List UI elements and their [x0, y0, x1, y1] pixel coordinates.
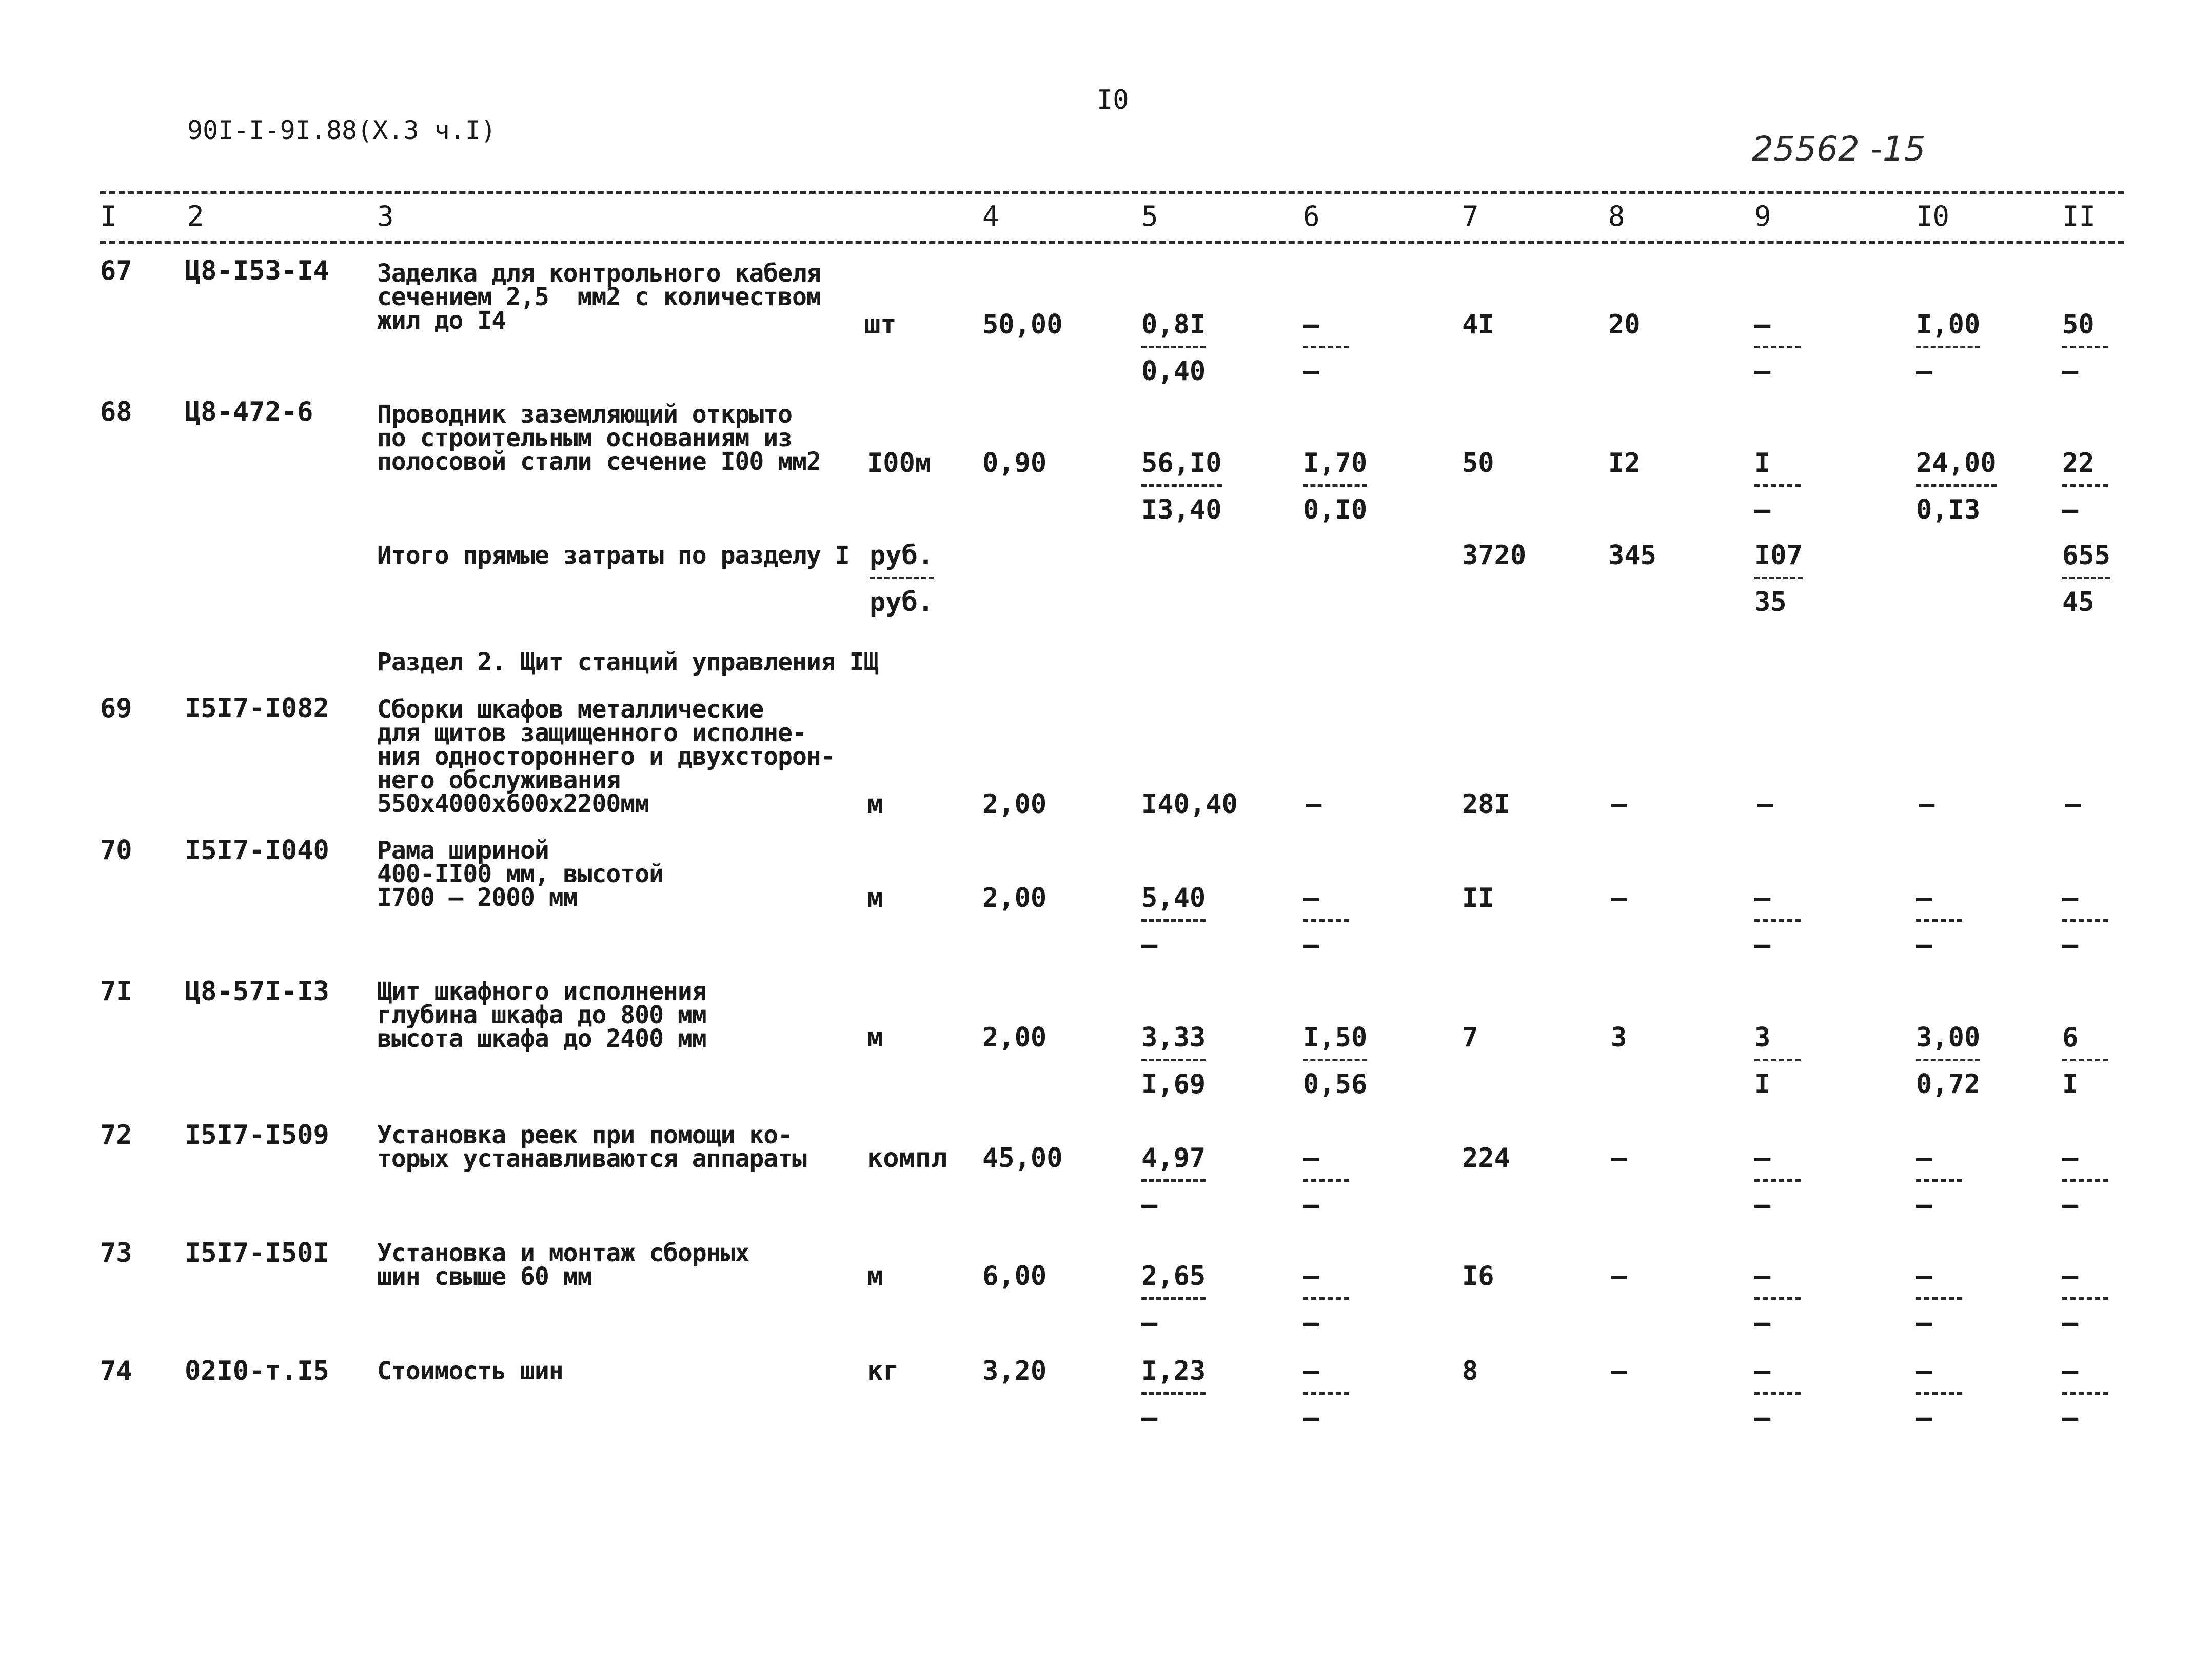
labour-fraction — [1916, 309, 1981, 387]
fraction-bar — [1916, 346, 1980, 348]
machine-cost-fraction — [1303, 448, 1368, 525]
fraction-bar — [1303, 1297, 1349, 1300]
denominator: – — [1916, 1189, 1932, 1220]
unit: м — [867, 789, 883, 820]
subtotal-machine-wages-fraction — [1754, 540, 1803, 618]
labour-fraction — [1916, 1143, 1962, 1220]
unit-cost-fraction — [1141, 448, 1222, 525]
numerator: – — [1303, 1261, 1319, 1292]
machine-cost-fraction — [1303, 1261, 1349, 1338]
machine-wages-fraction — [1754, 1143, 1801, 1220]
denominator: 0,56 — [1303, 1069, 1368, 1100]
rate-code: I5I7-I509 — [185, 1120, 329, 1151]
denominator: – — [1303, 929, 1319, 960]
quantity: 2,00 — [982, 883, 1047, 914]
numerator: 24,00 — [1916, 448, 1997, 479]
denominator: – — [1754, 929, 1771, 960]
work-description: Стоимость шин — [377, 1357, 563, 1385]
work-description: Установка реек при помощи ко- торых устанавливаются аппараты — [377, 1121, 806, 1173]
denominator: I3,40 — [1141, 494, 1222, 525]
fraction-bar — [870, 577, 934, 579]
total-cost: I6 — [1462, 1261, 1494, 1292]
work-description: Проводник заземляющий открыто по строительным основаниям из полосовой стали сечение I00 мм2 — [377, 400, 821, 476]
fraction-bar — [1916, 1179, 1962, 1182]
wages: – — [1611, 789, 1627, 820]
unit-cost-fraction — [1141, 883, 1206, 960]
fraction-bar — [1303, 346, 1349, 348]
denominator: – — [1754, 1189, 1771, 1220]
machine-cost: – — [1306, 789, 1322, 820]
quantity: 0,90 — [982, 448, 1047, 479]
denominator: 0,I3 — [1916, 494, 1981, 525]
numerator: 5,40 — [1141, 883, 1206, 914]
wages: 3 — [1611, 1022, 1627, 1053]
fraction-bar — [1303, 1059, 1367, 1061]
total-labour-fraction — [2062, 1356, 2108, 1433]
numerator: – — [2062, 883, 2079, 914]
numerator: руб. — [870, 540, 934, 571]
numerator: I,70 — [1303, 448, 1368, 479]
column-header-6: 6 — [1303, 200, 1320, 232]
numerator: 3,33 — [1141, 1022, 1206, 1053]
fraction-bar — [2062, 1392, 2108, 1395]
denominator: 35 — [1754, 587, 1787, 618]
total-labour: – — [2065, 789, 2081, 820]
fraction-bar — [1754, 919, 1801, 922]
denominator: – — [2062, 929, 2079, 960]
denominator: – — [1754, 1402, 1771, 1433]
rate-code: I5I7-I50I — [185, 1238, 329, 1268]
numerator: 56,I0 — [1141, 448, 1222, 479]
subtotal-total-cost: 3720 — [1462, 540, 1527, 571]
denominator: – — [2062, 494, 2079, 525]
machine-wages: – — [1757, 789, 1773, 820]
work-description: Сборки шкафов металлические для щитов защищенного исполне- ния одностороннего и двухсторон- него обслуживания 550х4000х600х2200мм — [377, 695, 835, 818]
total-cost: 8 — [1462, 1356, 1478, 1386]
unit-cost-fraction — [1141, 1261, 1206, 1338]
denominator: I — [1754, 1069, 1771, 1100]
archive-number: 25562 -15 — [1752, 129, 1926, 169]
numerator: – — [1754, 1356, 1771, 1386]
total-cost: 4I — [1462, 309, 1494, 340]
numerator: I — [1754, 448, 1771, 479]
fraction-bar — [1141, 1392, 1206, 1395]
total-cost: 28I — [1462, 789, 1510, 820]
row-number: 73 — [100, 1238, 132, 1268]
numerator: 4,97 — [1141, 1143, 1206, 1174]
unit-cost-fraction — [1141, 1356, 1206, 1433]
denominator: – — [1916, 929, 1932, 960]
rate-code: 02I0-т.I5 — [185, 1356, 329, 1386]
fraction-bar — [1141, 484, 1222, 487]
wages: – — [1611, 1356, 1627, 1386]
total-labour-fraction — [2062, 1143, 2108, 1220]
denominator: – — [1916, 1402, 1932, 1433]
quantity: 6,00 — [982, 1261, 1047, 1292]
fraction-bar — [2062, 919, 2108, 922]
total-cost: 224 — [1462, 1143, 1510, 1174]
machine-wages-fraction — [1754, 1261, 1801, 1338]
numerator: 50 — [2062, 309, 2095, 340]
fraction-bar — [1141, 1179, 1206, 1182]
fraction-bar — [1141, 919, 1206, 922]
machine-wages-fraction — [1754, 883, 1801, 960]
machine-wages-fraction — [1754, 1356, 1801, 1433]
rate-code: I5I7-I040 — [185, 835, 329, 866]
denominator: – — [1141, 1307, 1158, 1338]
numerator: – — [1303, 309, 1319, 340]
wages: – — [1611, 883, 1627, 914]
fraction-bar — [1141, 346, 1206, 348]
labour-fraction — [1916, 1356, 1962, 1433]
work-description: Установка и монтаж сборных шин свыше 60 мм — [377, 1239, 749, 1291]
machine-cost-fraction — [1303, 883, 1349, 960]
fraction-bar — [1754, 1179, 1801, 1182]
numerator: 655 — [2062, 540, 2110, 571]
column-header-4: 4 — [982, 200, 999, 232]
header-rule-top — [100, 191, 2124, 194]
fraction-bar — [2062, 1297, 2108, 1300]
subtotal-wages: 345 — [1608, 540, 1656, 571]
section-title: Раздел 2. Щит станций управления IЩ — [377, 648, 878, 677]
fraction-bar — [1141, 1297, 1206, 1300]
machine-cost-fraction — [1303, 1022, 1368, 1100]
denominator: – — [1754, 356, 1771, 387]
unit: м — [867, 883, 883, 914]
rate-code: Ц8-I53-I4 — [185, 255, 329, 286]
numerator: – — [1303, 1143, 1319, 1174]
labour: – — [1919, 789, 1935, 820]
denominator: I,69 — [1141, 1069, 1206, 1100]
subtotal-labour-fraction — [2062, 540, 2110, 618]
denominator: 0,I0 — [1303, 494, 1368, 525]
numerator: 2,65 — [1141, 1261, 1206, 1292]
unit: м — [867, 1261, 883, 1292]
fraction-bar — [2062, 346, 2108, 348]
numerator: I,50 — [1303, 1022, 1368, 1053]
denominator: – — [2062, 356, 2079, 387]
subtotal-unit-fraction — [870, 540, 934, 618]
numerator: 6 — [2062, 1022, 2079, 1053]
row-number: 72 — [100, 1120, 132, 1151]
column-header-8: 8 — [1608, 200, 1625, 232]
numerator: 3 — [1754, 1022, 1771, 1053]
denominator: – — [1303, 1307, 1319, 1338]
labour-fraction — [1916, 1261, 1962, 1338]
denominator: – — [1303, 1189, 1319, 1220]
denominator: 0,40 — [1141, 356, 1206, 387]
total-labour-fraction — [2062, 883, 2108, 960]
wages: – — [1611, 1143, 1627, 1174]
column-header-3: 3 — [377, 200, 394, 232]
denominator: – — [1141, 1189, 1158, 1220]
denominator: 0,72 — [1916, 1069, 1981, 1100]
fraction-bar — [1754, 484, 1801, 487]
work-description: Заделка для контрольного кабеля сечением 2,5 мм2 с количеством жил до I4 — [377, 259, 821, 335]
rate-code: Ц8-472-6 — [185, 396, 313, 427]
labour-fraction — [1916, 883, 1962, 960]
numerator: – — [1303, 1356, 1319, 1386]
denominator: – — [1916, 1307, 1932, 1338]
fraction-bar — [1916, 919, 1962, 922]
numerator: – — [1303, 883, 1319, 914]
work-description: Рама шириной 400-II00 мм, высотой I700 – 2000 мм — [377, 836, 663, 912]
row-number: 69 — [100, 693, 132, 724]
fraction-bar — [2062, 1059, 2108, 1061]
fraction-bar — [1754, 346, 1801, 348]
numerator: – — [2062, 1143, 2079, 1174]
unit-cost-fraction — [1141, 309, 1206, 387]
total-cost: II — [1462, 883, 1494, 914]
column-header-1: I — [100, 200, 117, 232]
denominator: руб. — [870, 587, 934, 618]
machine-wages-fraction — [1754, 448, 1801, 525]
fraction-bar — [1916, 1392, 1962, 1395]
numerator: 0,8I — [1141, 309, 1206, 340]
machine-wages-fraction — [1754, 309, 1801, 387]
column-header-11: II — [2062, 200, 2096, 232]
machine-cost-fraction — [1303, 309, 1349, 387]
numerator: – — [1916, 1143, 1932, 1174]
denominator: – — [1754, 494, 1771, 525]
numerator: – — [1754, 883, 1771, 914]
fraction-bar — [2062, 484, 2108, 487]
machine-cost-fraction — [1303, 1356, 1349, 1433]
rate-code: I5I7-I082 — [185, 693, 329, 724]
quantity: 2,00 — [982, 789, 1047, 820]
numerator: – — [1754, 1143, 1771, 1174]
fraction-bar — [1303, 484, 1367, 487]
row-number: 68 — [100, 396, 132, 427]
numerator: I07 — [1754, 540, 1803, 571]
numerator: 3,00 — [1916, 1022, 1981, 1053]
total-labour-fraction — [2062, 1022, 2108, 1100]
unit: компл — [867, 1143, 947, 1174]
page-number: I0 — [1097, 85, 1129, 115]
denominator: – — [1141, 1402, 1158, 1433]
fraction-bar — [2062, 1179, 2108, 1182]
numerator: I,23 — [1141, 1356, 1206, 1386]
total-labour-fraction — [2062, 448, 2108, 525]
denominator: I — [2062, 1069, 2079, 1100]
numerator: – — [1754, 1261, 1771, 1292]
fraction-bar — [1141, 1059, 1206, 1061]
denominator: – — [1754, 1307, 1771, 1338]
document-code: 90I-I-9I.88(X.3 ч.I) — [187, 115, 497, 145]
fraction-bar — [1754, 577, 1803, 579]
rate-code: Ц8-57I-I3 — [185, 976, 329, 1007]
denominator: – — [1141, 929, 1158, 960]
total-labour-fraction — [2062, 309, 2108, 387]
row-number: 7I — [100, 976, 132, 1007]
labour-fraction — [1916, 1022, 1981, 1100]
column-header-5: 5 — [1141, 200, 1158, 232]
numerator: – — [1754, 309, 1771, 340]
header-rule-bottom — [100, 241, 2124, 244]
numerator: – — [1916, 883, 1932, 914]
quantity: 2,00 — [982, 1022, 1047, 1053]
denominator: – — [1916, 356, 1932, 387]
unit-cost: I40,40 — [1141, 789, 1238, 820]
fraction-bar — [1754, 1392, 1801, 1395]
numerator: I,00 — [1916, 309, 1981, 340]
unit-cost-fraction — [1141, 1022, 1206, 1100]
fraction-bar — [2062, 577, 2110, 579]
unit: кг — [867, 1356, 899, 1386]
column-header-10: I0 — [1916, 200, 1950, 232]
fraction-bar — [1303, 1179, 1349, 1182]
fraction-bar — [1754, 1297, 1801, 1300]
unit-cost-fraction — [1141, 1143, 1206, 1220]
column-header-7: 7 — [1462, 200, 1479, 232]
quantity: 45,00 — [982, 1143, 1063, 1174]
wages: 20 — [1608, 309, 1641, 340]
machine-wages-fraction — [1754, 1022, 1801, 1100]
denominator: – — [1303, 356, 1319, 387]
machine-cost-fraction — [1303, 1143, 1349, 1220]
column-header-9: 9 — [1754, 200, 1771, 232]
wages: – — [1611, 1261, 1627, 1292]
numerator: – — [2062, 1356, 2079, 1386]
denominator: 45 — [2062, 587, 2095, 618]
row-number: 74 — [100, 1356, 132, 1386]
fraction-bar — [1916, 484, 1997, 487]
fraction-bar — [1303, 919, 1349, 922]
work-description: Щит шкафного исполнения глубина шкафа до 800 мм высота шкафа до 2400 мм — [377, 977, 706, 1053]
fraction-bar — [1916, 1297, 1962, 1300]
numerator: – — [1916, 1356, 1932, 1386]
quantity: 3,20 — [982, 1356, 1047, 1386]
row-number: 67 — [100, 255, 132, 286]
numerator: – — [2062, 1261, 2079, 1292]
unit: шт — [864, 309, 897, 340]
total-cost: 7 — [1462, 1022, 1478, 1053]
numerator: 22 — [2062, 448, 2095, 479]
denominator: – — [2062, 1402, 2079, 1433]
row-number: 70 — [100, 835, 132, 866]
fraction-bar — [1303, 1392, 1349, 1395]
wages: I2 — [1608, 448, 1641, 479]
denominator: – — [2062, 1307, 2079, 1338]
total-labour-fraction — [2062, 1261, 2108, 1338]
denominator: – — [1303, 1402, 1319, 1433]
fraction-bar — [1754, 1059, 1801, 1061]
labour-fraction — [1916, 448, 1997, 525]
subtotal-label: Итого прямые затраты по разделу I — [377, 541, 850, 570]
column-header-2: 2 — [187, 200, 204, 232]
fraction-bar — [1916, 1059, 1980, 1061]
quantity: 50,00 — [982, 309, 1063, 340]
unit: I00м — [867, 448, 932, 479]
unit: м — [867, 1022, 883, 1053]
total-cost: 50 — [1462, 448, 1494, 479]
numerator: – — [1916, 1261, 1932, 1292]
denominator: – — [2062, 1189, 2079, 1220]
